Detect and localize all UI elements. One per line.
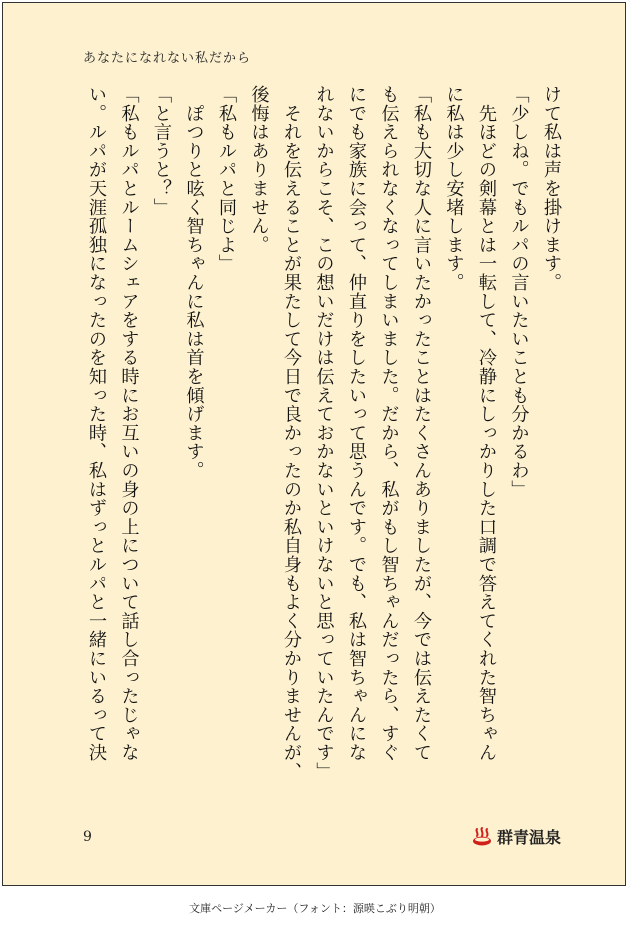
text-line: い。ルパが天涯孤独になったのを知った時、私はずっとルパと一緒にいるって決 xyxy=(86,85,107,762)
text-line: 「私もルパとルームシェアをする時にお互いの身の上について話し合ったじゃな xyxy=(118,85,140,762)
vertical-body-text xyxy=(79,85,567,813)
text-line: ぽつりと呟く智ちゃんに私は首を傾げます。 xyxy=(183,85,205,480)
text-line: に私は少し安堵します。 xyxy=(443,85,465,292)
book-page xyxy=(2,2,626,886)
text-line: 「私も大切な人に言いたかったことはたくさんありましたが、今では伝えたくて xyxy=(411,85,432,762)
text-line: にでも家族に会って、仲直りをしたいって思うんです。でも、私は智ちゃんにな xyxy=(346,85,367,762)
page-number: 9 xyxy=(83,829,92,845)
text-line: 「と言うと？」 xyxy=(151,85,172,217)
running-title: あなたになれない私だから xyxy=(83,51,252,66)
text-line: 先ほどの剣幕とは一転して、冷静にしっかりした口調で答えてくれた智ちゃん xyxy=(476,85,497,762)
text-line: 「私もルパと同じよ」 xyxy=(216,85,237,273)
text-line: けて私は声を掛けます。 xyxy=(541,85,562,292)
text-line: 後悔はありません。 xyxy=(248,85,270,255)
publisher-logo xyxy=(471,825,561,848)
text-line: も伝えられなくなってしまいました。だから、私がもし智ちゃんだったら、すぐ xyxy=(378,85,400,762)
footer-credit: 文庫ページメーカー（フォント：源暎こぶり明朝） xyxy=(189,902,441,915)
publisher-name: 群青温泉 xyxy=(497,828,562,847)
text-line: 「少しね。でもルパの言いたいことも分かるわ」 xyxy=(508,85,530,499)
text-line: それを伝えることが果たして今日で良かったのか私自身もよく分かりませんが、 xyxy=(281,85,302,781)
hot-spring-icon xyxy=(471,826,493,848)
text-line: れないからこそ、この想いだけは伝えておかないといけないと思っていたんです」 xyxy=(313,85,335,781)
